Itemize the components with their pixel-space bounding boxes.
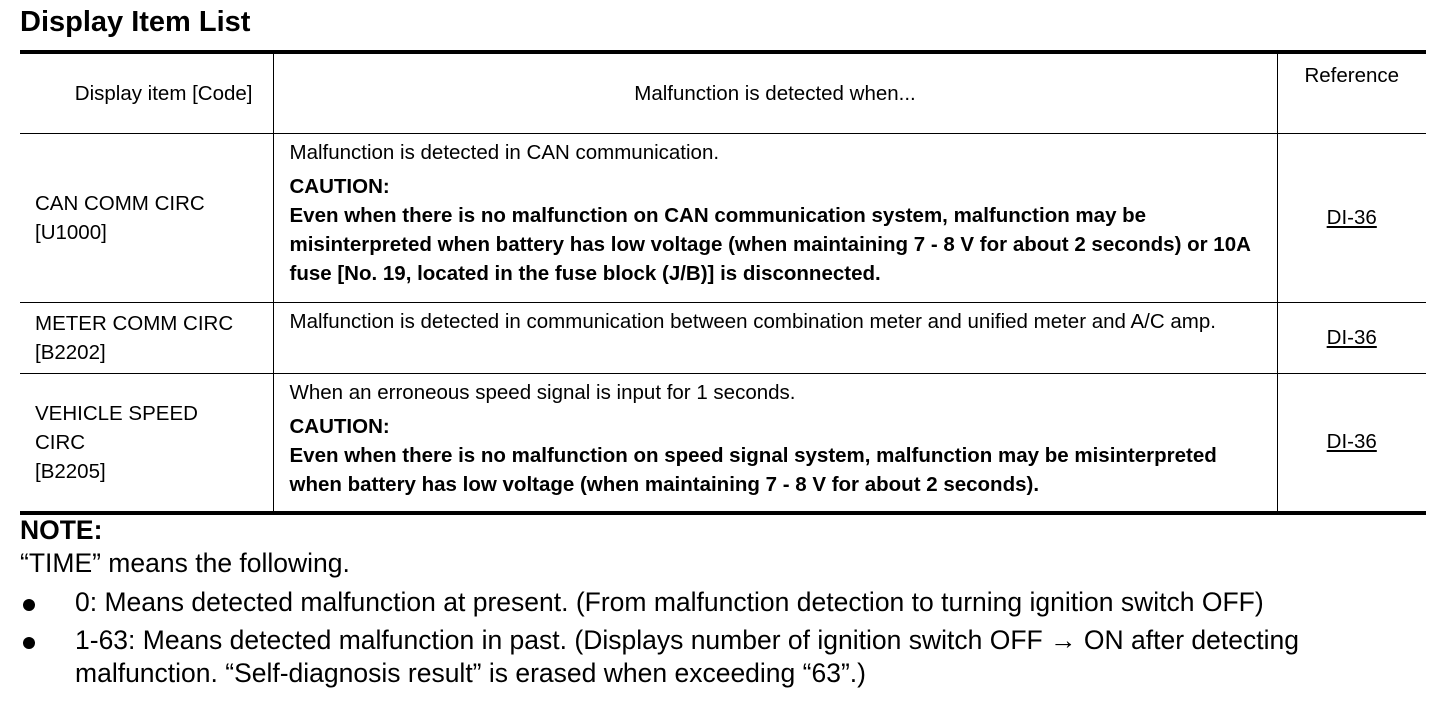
caution-label: CAUTION: [289,175,390,198]
display-item-cell [20,374,273,513]
table-header-row [20,52,1426,134]
caution-label: CAUTION: [289,415,390,438]
bullet-text: 1-63: Means detected malfunction in past. (Displays number of ignition switch OFF → ON after detecting malfunction. “Self-diagnosis result” is erased when exceeding “63”.) [75,625,1299,688]
reference-cell [1277,303,1426,374]
header-reference: Reference [1277,52,1426,134]
malfunction-description: Malfunction is detected in communication between combination meter and unified meter and A/C amp. [289,310,1216,333]
caution-text: Even when there is no malfunction on CAN communication system, malfunction may be misinterpreted when battery has low voltage (when maintaining 7 - 8 V for about 2 seconds) or 10A fuse [No. 19, located in the fuse block (J/B)] is disconnected. [289,204,1251,285]
display-item-cell [20,134,273,303]
bullet-text: 0: Means detected malfunction at present. (From malfunction detection to turning ignition switch OFF) [75,587,1264,617]
page-title: Display Item List [20,6,251,38]
note-section [20,514,1430,695]
malfunction-cell [273,374,1277,513]
reference-cell [1277,134,1426,303]
bullet-dot-icon [23,637,35,649]
malfunction-cell [273,303,1277,374]
display-item-table [20,50,1426,515]
reference-link[interactable]: DI-36 [1326,326,1377,349]
caution-text: Even when there is no malfunction on speed signal system, malfunction may be misinterpreted when battery has low voltage (when maintaining 7 - 8 V for about 2 seconds). [289,444,1217,496]
reference-cell [1277,374,1426,513]
malfunction-description: Malfunction is detected in CAN communication. [289,141,720,164]
item-name: VEHICLE SPEED CIRC [35,401,198,454]
item-code: [B2202] [35,341,106,364]
reference-link[interactable]: DI-36 [1326,206,1377,229]
item-name: METER COMM CIRC [35,312,234,335]
table-row [20,134,1426,303]
item-name: CAN COMM CIRC [35,192,205,215]
table-row [20,374,1426,513]
reference-link[interactable]: DI-36 [1326,430,1377,454]
note-title: NOTE: [20,515,103,545]
list-item [20,586,1430,619]
list-item [20,624,1430,690]
bullet-dot-icon [23,599,35,611]
malfunction-description: When an erroneous speed signal is input for 1 seconds. [289,381,796,404]
item-code: [B2205] [35,459,106,483]
note-intro: “TIME” means the following. [20,548,350,578]
item-code: [U1000] [35,221,107,244]
malfunction-cell [273,134,1277,303]
note-bullet-list [20,586,1430,690]
table-row [20,303,1426,374]
display-item-cell [20,303,273,374]
header-malfunction: Malfunction is detected when... [273,52,1277,134]
header-display-item: Display item [Code] [20,52,273,134]
